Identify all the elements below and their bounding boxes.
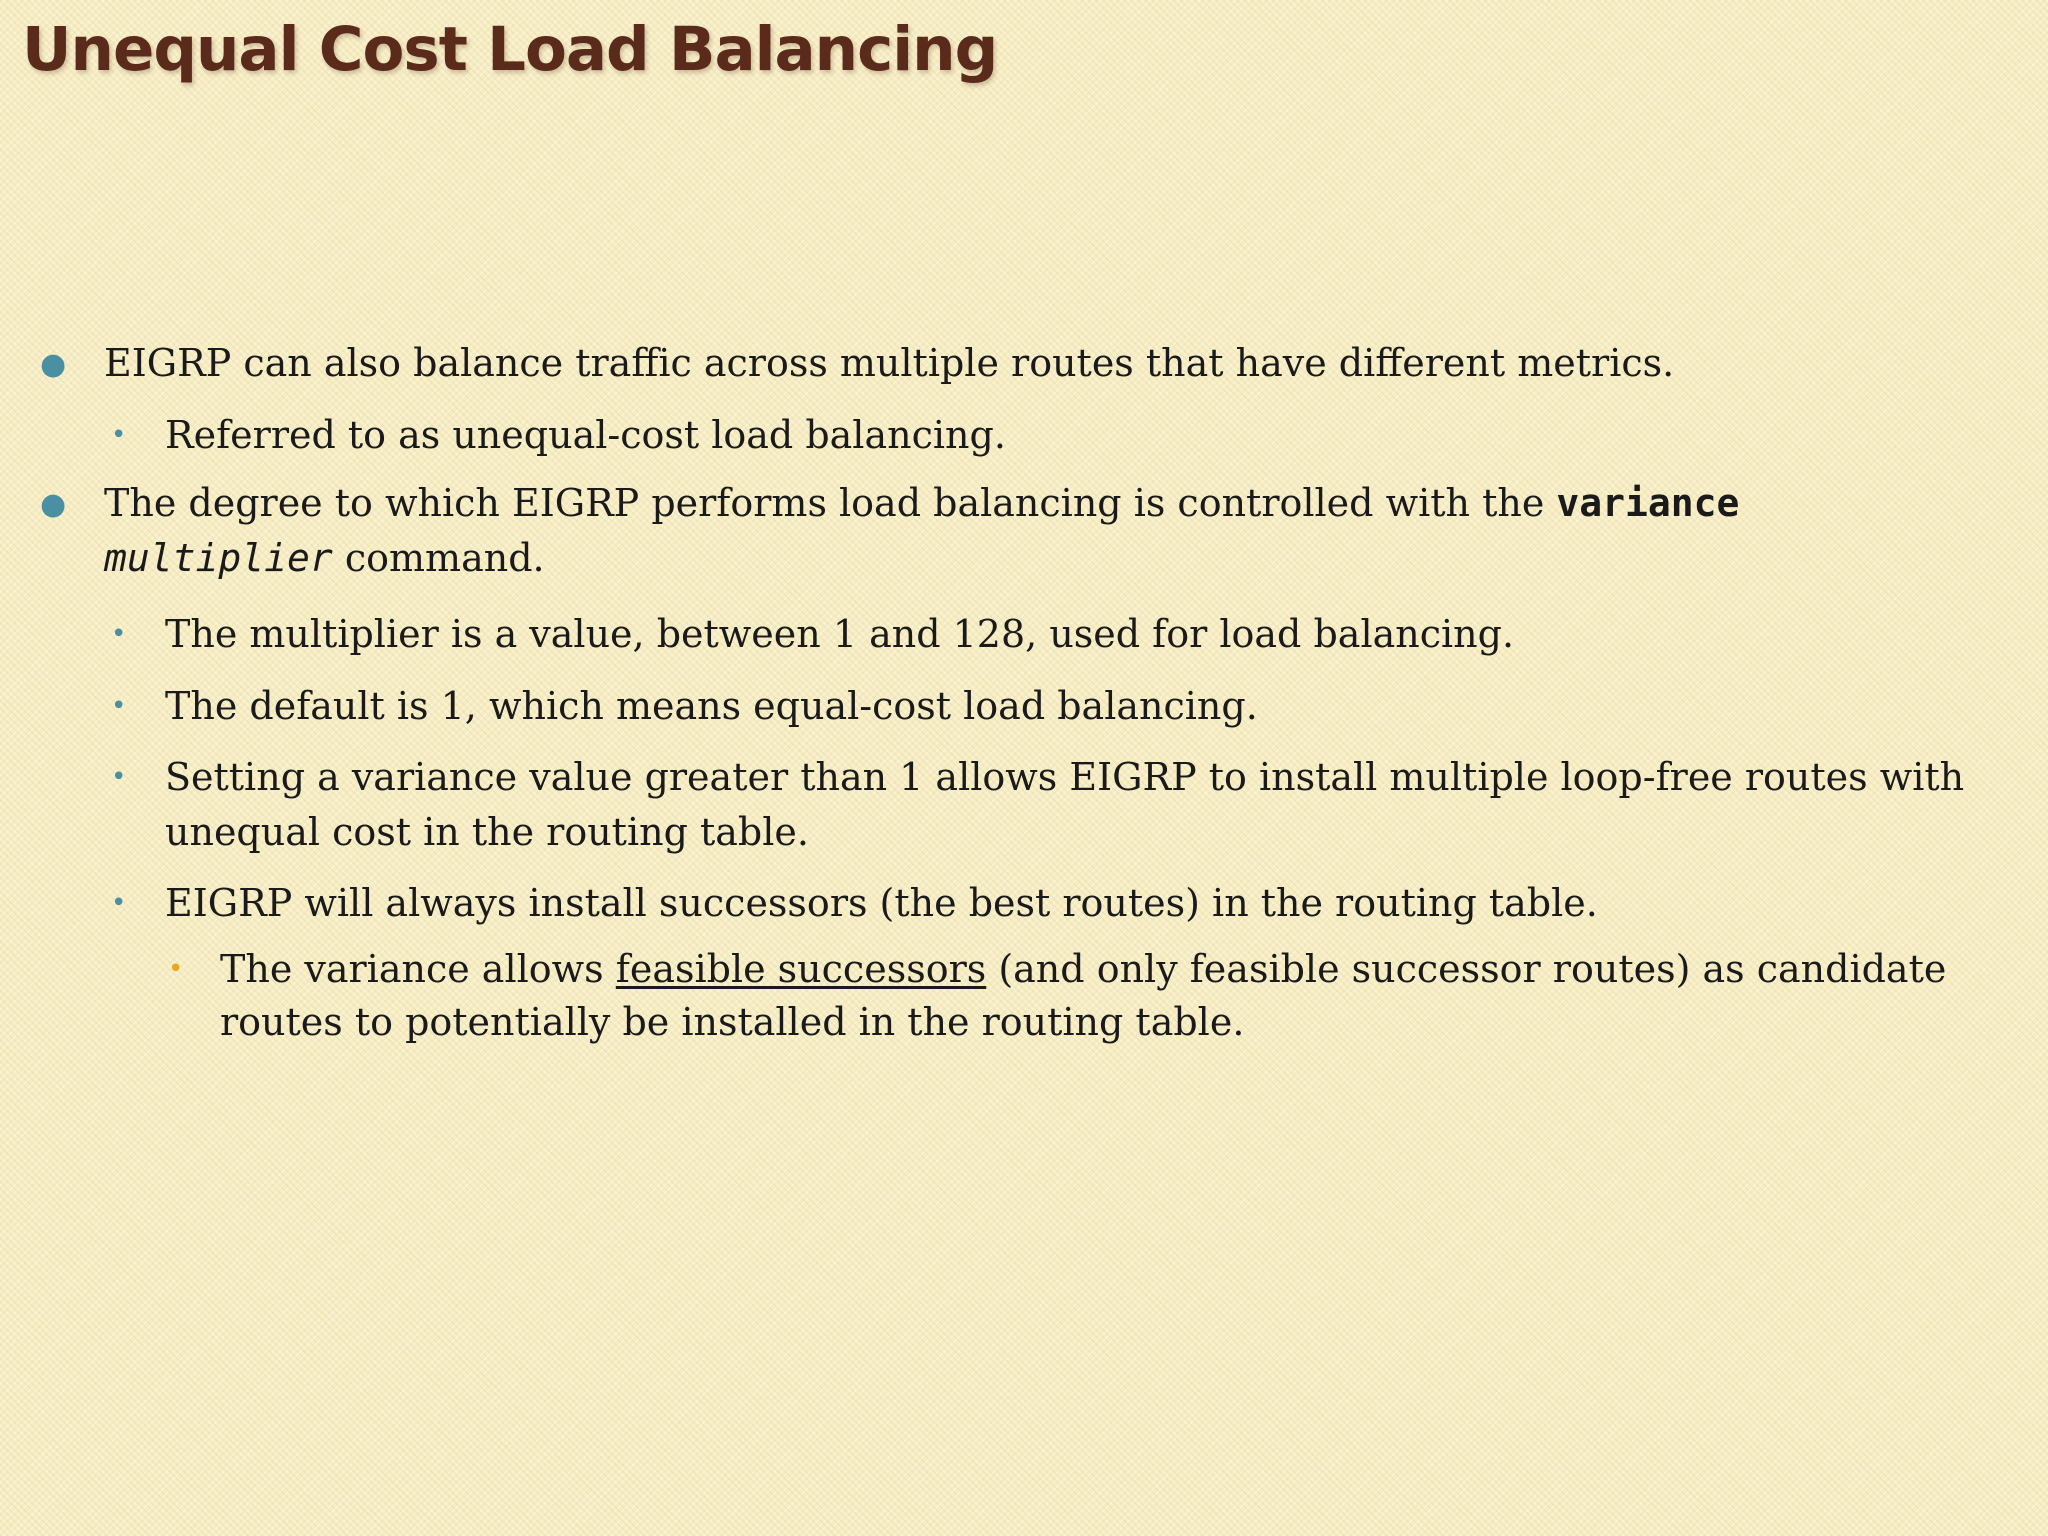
bullet-text: The degree to which EIGRP performs load balancing is controlled with the variance multiplier command. (104, 481, 1740, 580)
bullet-text: EIGRP can also balance traffic across multiple routes that have different metrics. (104, 341, 1675, 385)
bullet-text: The variance allows feasible successors (and only feasible successor routes) as candidate routes to potentially be installed in the routing table. (220, 947, 1947, 1044)
bullet-text: Setting a variance value greater than 1 allows EIGRP to install multiple loop-free routes with unequal cost in the routing table. (165, 755, 1965, 854)
bullet-text: Referred to as unequal-cost load balancing. (165, 413, 1006, 457)
bullet-dot-icon: • (111, 691, 127, 721)
bullet-dot-icon: ● (40, 347, 67, 382)
bullet-text: EIGRP will always install successors (the best routes) in the routing table. (165, 881, 1598, 925)
feasible-successors-term: feasible successors (615, 947, 987, 991)
bullet-text: The default is 1, which means equal-cost load balancing. (165, 684, 1258, 728)
bullet-dot-icon: • (111, 888, 127, 918)
bullet-dot-icon: • (111, 420, 127, 450)
command-argument: multiplier (104, 536, 333, 580)
slide-title: Unequal Cost Load Balancing (22, 14, 998, 85)
bullet-dot-icon: • (111, 762, 127, 792)
bullet-text: The multiplier is a value, between 1 and 128, used for load balancing. (165, 612, 1515, 656)
command-keyword: variance (1556, 481, 1740, 525)
bullet-dot-icon: ● (40, 487, 67, 522)
bullet-dot-icon: • (168, 954, 184, 984)
bullet-dot-icon: • (111, 619, 127, 649)
